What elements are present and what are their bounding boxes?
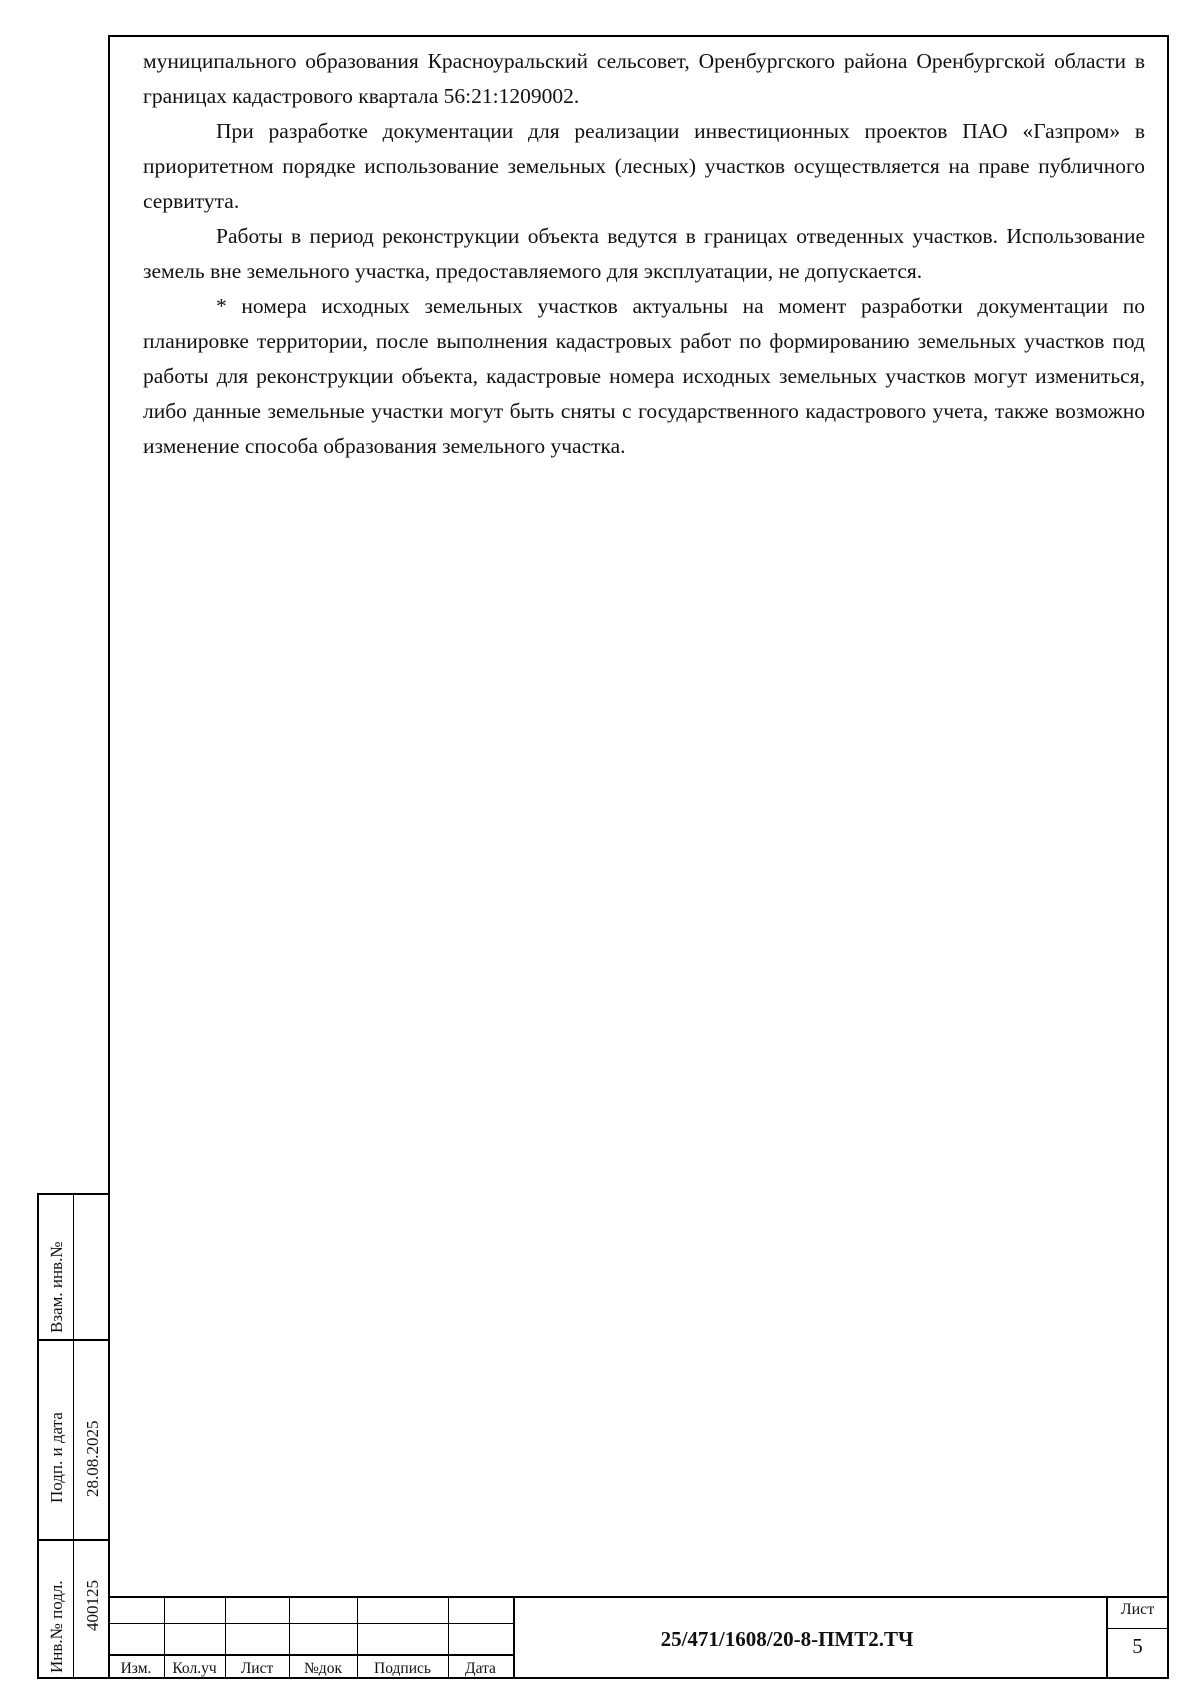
col-list: Лист xyxy=(240,1660,274,1677)
side-stamp-divider xyxy=(73,1195,74,1677)
title-block xyxy=(108,1596,1169,1679)
vzam-inv-label: Взам. инв.№ xyxy=(47,1241,66,1333)
podp-data-value: 28.08.2025 xyxy=(83,1420,102,1497)
col-ndok: №док xyxy=(304,1660,342,1677)
side-stamp xyxy=(37,1193,110,1679)
title-block-row-line xyxy=(108,1654,513,1656)
document-body xyxy=(143,44,1145,464)
document-code: 25/471/1608/20-8-ПМТ2.ТЧ xyxy=(660,1626,914,1651)
sheet-label: Лист xyxy=(1120,1601,1155,1618)
col-data: Дата xyxy=(465,1660,496,1677)
side-stamp-row-line xyxy=(39,1339,110,1341)
side-stamp-row-line xyxy=(39,1539,110,1541)
inv-podl-label: Инв.№ подл. xyxy=(47,1580,66,1673)
sheet-number: 5 xyxy=(1132,1634,1143,1658)
paragraph: При разработке документации для реализации инвестиционных проектов ПАО «Газпром» в приоритетном порядке использование земельных (лесных) участков осуществляется на праве публичного сервитута. xyxy=(143,119,1145,213)
col-podpis: Подпись xyxy=(374,1660,431,1677)
col-kol-uch: Кол.уч xyxy=(172,1660,217,1677)
paragraph: Работы в период реконструкции объекта ведутся в границах отведенных участков. Использование земель вне земельного участка, предоставляемого для эксплуатации, не допускается. xyxy=(143,224,1145,283)
col-izm: Изм. xyxy=(120,1660,152,1677)
title-block-row-line xyxy=(108,1623,513,1624)
paragraph: муниципального образования Красноуральский сельсовет, Оренбургского района Оренбургской области в границах кадастрового квартала 56:21:1209002. xyxy=(143,49,1145,108)
podp-data-label: Подп. и дата xyxy=(47,1412,66,1503)
inv-podl-value: 400125 xyxy=(83,1580,102,1631)
paragraph: * номера исходных земельных участков актуальны на момент разработки документации по планировке территории, после выполнения кадастровых работ по формированию земельных участков под работы для реконструкции объекта, кадастровые номера исходных земельных участков могут измениться, либо данные земельные участки могут быть сняты с государственного кадастрового учета, также возможно изменение способа образования земельного участка. xyxy=(143,294,1145,458)
sheet-cell-line xyxy=(1106,1628,1167,1629)
